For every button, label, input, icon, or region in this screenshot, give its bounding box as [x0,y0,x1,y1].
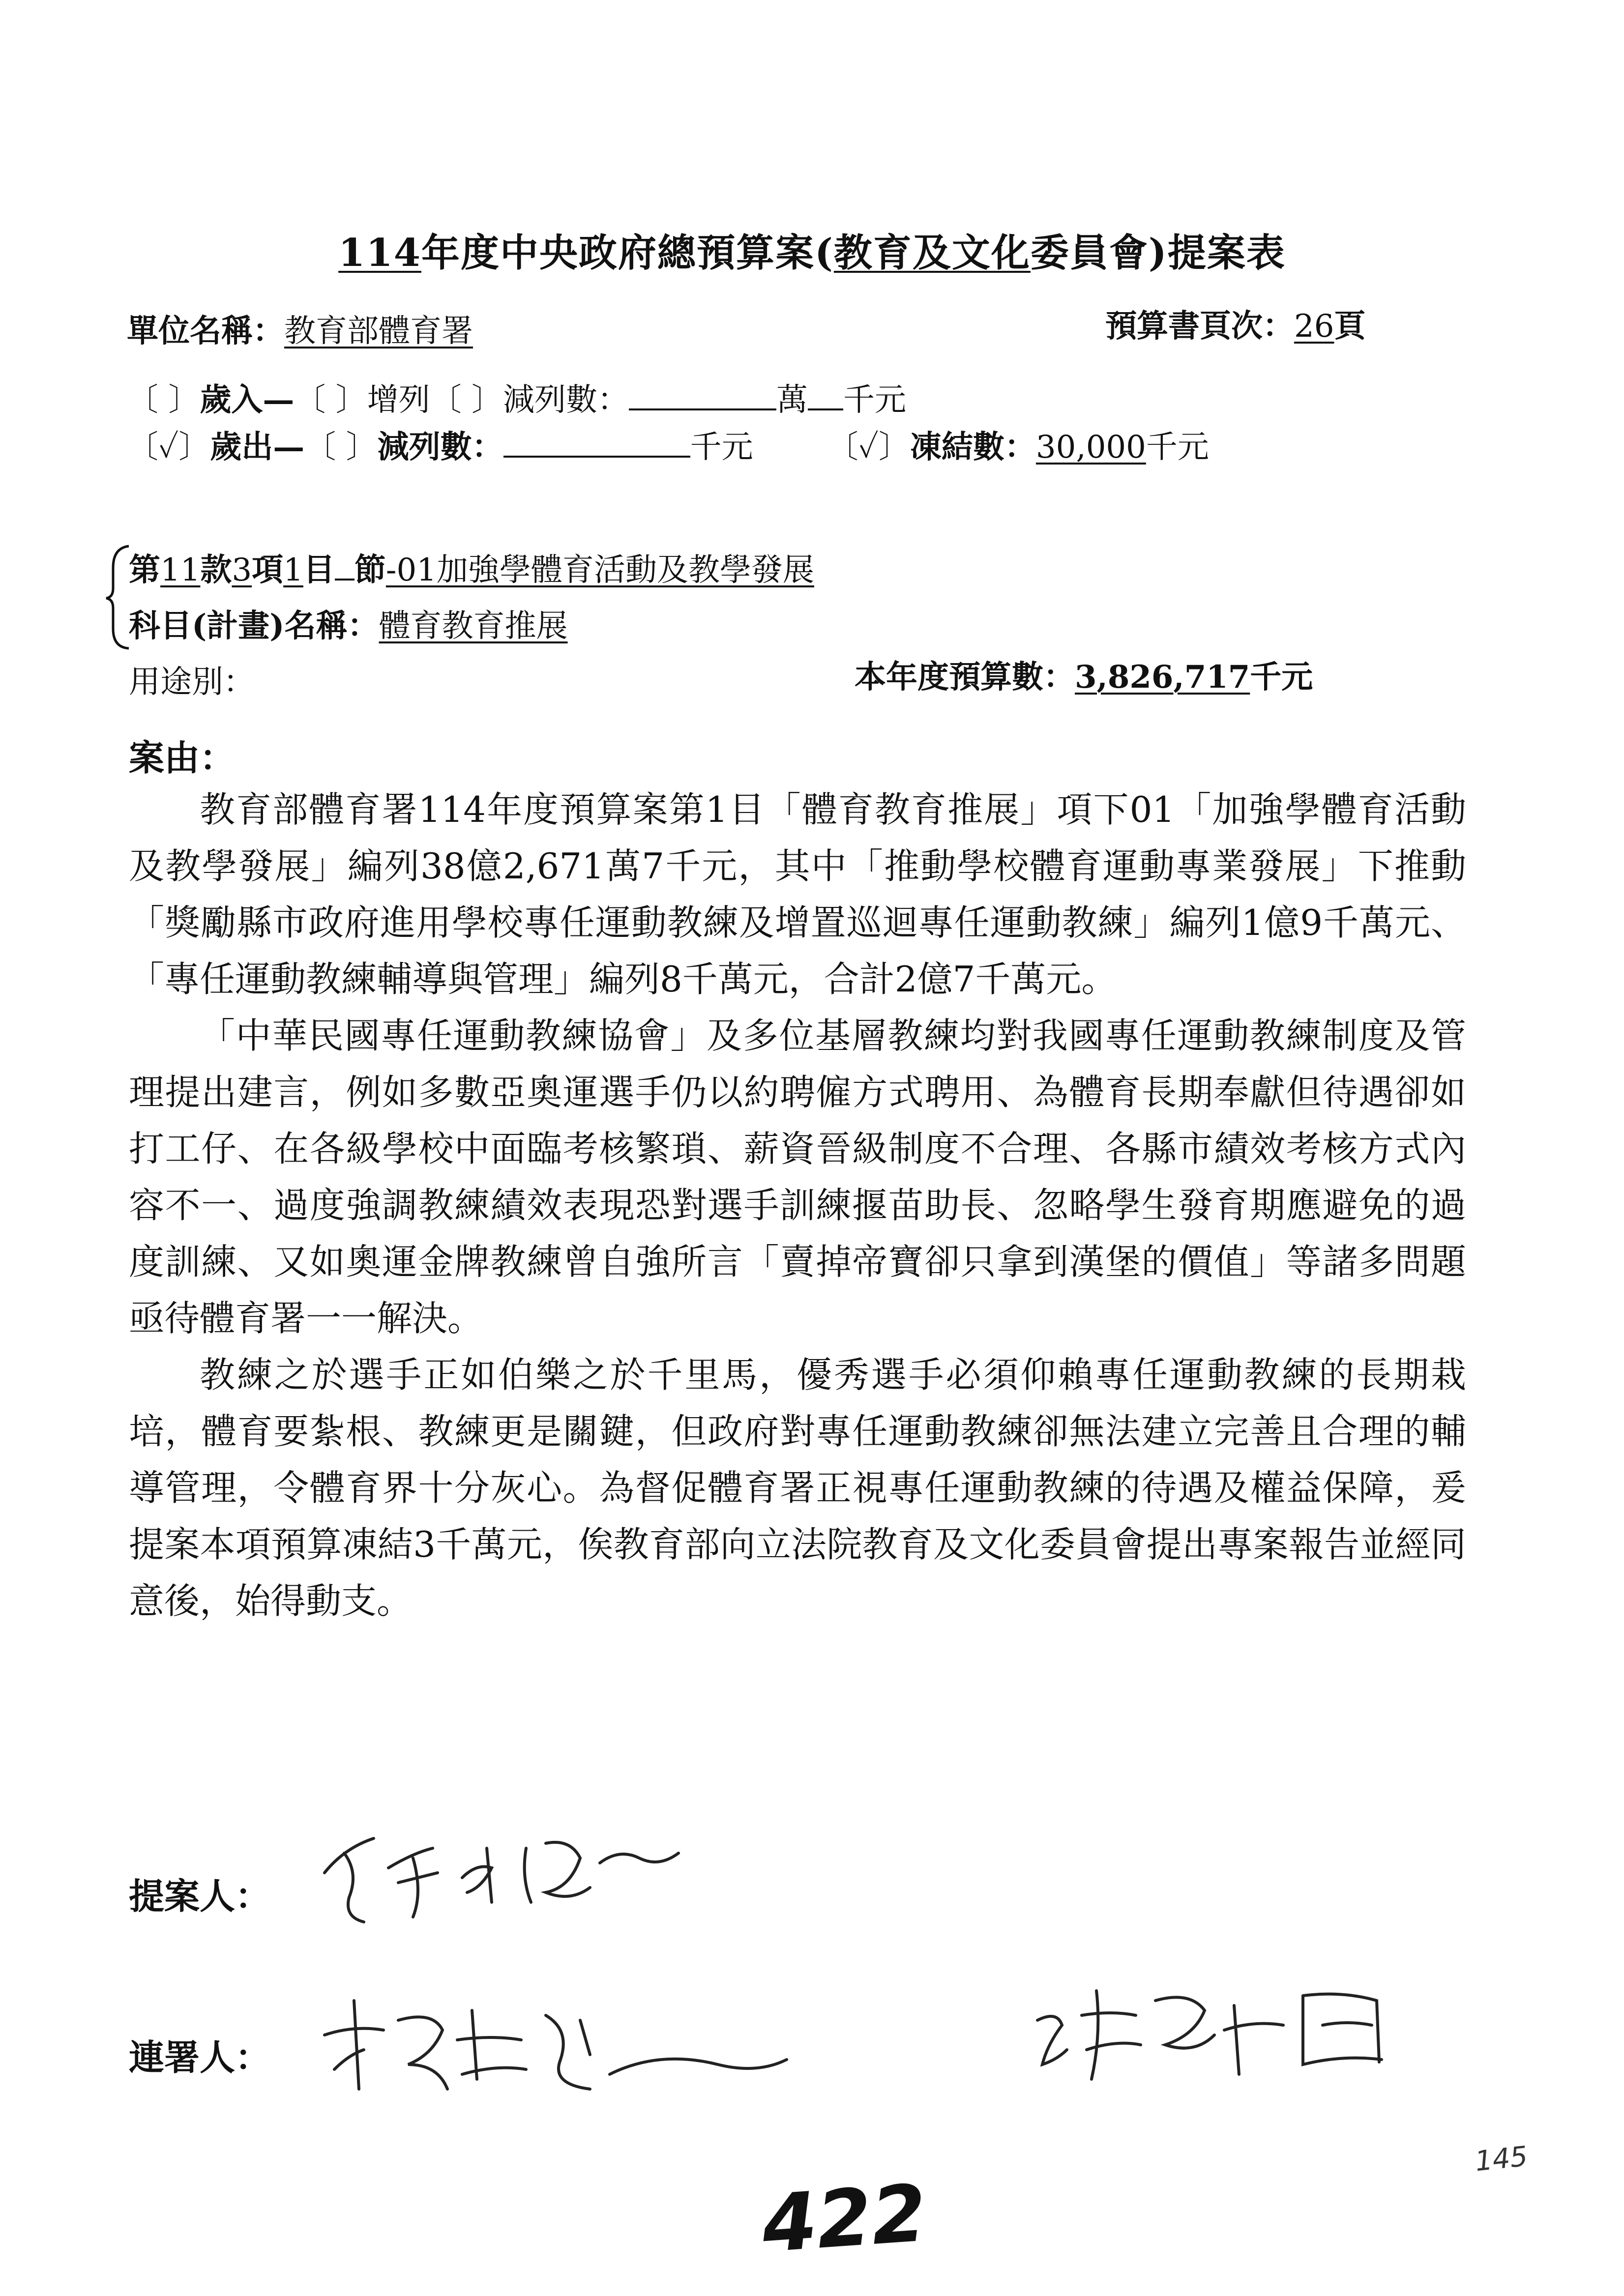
expense-row [127,422,1209,467]
paragraph: 教練之於選手正如伯樂之於千里馬，優秀選手必須仰賴專任運動教練的長期栽培，體育要紮根、教練更是關鍵，但政府對專任運動教練卻無法建立完善且合理的輔導管理，令體育界十分灰心。為督促體育署正視專任運動教練的待遇及權益保障，爰提案本項預算凍結3千萬元，俟教育部向立法院教育及文化委員會提出專案報告並經同意後，始得動支。 [129,1354,1466,1622]
item-prefix: 第 [129,552,160,588]
expense-box: 〔✓〕 [127,429,210,465]
unit-value: 教育部體育署 [284,313,473,349]
revenue-qian-unit: 千元 [843,382,907,418]
revenue-wan-unit: 萬 [776,382,808,418]
reason-body [129,782,1466,1629]
freeze-box: 〔✓〕 [827,429,910,465]
budget-label: 本年度預算數： [855,659,1075,696]
subject-value: 體育教育推展 [379,608,568,644]
budget-unit: 千元 [1250,659,1313,696]
item-jie-blank [335,549,354,581]
expense-decrease-label: 減列數： [377,429,503,465]
page-ref-row [1105,301,1365,346]
item-kuan-label: 款 [200,552,232,588]
proposer-signature [315,1819,688,1932]
title-year: 114 [338,231,421,275]
expense-unit: 千元 [690,429,753,465]
revenue-wan-blank [629,379,776,410]
paragraph: 「中華民國專任運動教練協會」及多位基層教練均對我國專任運動教練制度及管理提出建言，例如多數亞奧運選手仍以約聘僱方式聘用、為體育長期奉獻但待遇卻如打工仔、在各級學校中面臨考核繁瑣、薪資晉級制度不合理、各縣市績效考核方式內容不一、過度強調教練績效表現恐對選手訓練揠苗助長、忽略學生發育期應避免的過度訓練、又如奧運金牌教練曾自強所言「賣掉帝寶卻只拿到漢堡的價值」等諸多問題亟待體育署一一解決。 [129,1015,1466,1339]
item-code: -01 [385,552,437,588]
subject-row [129,601,568,646]
revenue-decrease-label: 減列數： [503,382,629,418]
freeze-value: 30,000 [1035,429,1146,465]
item-jie-label: 節 [354,552,386,588]
revenue-row [127,375,906,420]
increase-label: 增列 [367,382,430,418]
increase-box: 〔 〕 [294,382,367,418]
expense-decrease-box: 〔 〕 [304,429,378,465]
reason-label: 案由： [129,737,236,779]
freeze-label: 凍結數： [910,429,1036,465]
budget-value: 3,826,717 [1075,659,1250,696]
subject-label: 科目(計畫)名稱： [129,608,379,644]
freeze-unit: 千元 [1146,429,1209,465]
unit-label: 單位名稱： [127,313,284,349]
revenue-qian-blank [808,379,843,410]
revenue-box: 〔 〕 [127,382,200,418]
item-kuan: 11 [160,552,201,588]
page-ref-value: 26 [1294,308,1334,345]
title-mid: 年度中央政府總預算案( [421,231,834,275]
title-committee: 教育及文化 [833,231,1031,275]
paragraph: 教育部體育署114年度預算案第1目「體育教育推展」項下01「加強學體育活動及教學發展」編列38億2,671萬7千元，其中「推動學校體育運動專業發展」下推動「獎勵縣市政府進用學校專任運動教練及增置巡迴專任運動教練」編列1億9千萬元、「專任運動教練輔導與管理」編列8千萬元，合計2億7千萬元。 [129,789,1466,1000]
cosigner-signature-1 [315,1991,797,2119]
revenue-label: 歲入— [200,381,295,418]
usage-label: 用途別： [129,664,255,700]
item-name: 加強學體育活動及教學發展 [436,552,814,588]
decrease-box: 〔 〕 [430,382,503,418]
proposer-label: 提案人： [129,1875,271,1917]
cosigner-signature-2 [1028,1961,1411,2104]
expense-label: 歲出— [210,429,305,465]
page-ref-label: 預算書頁次： [1105,308,1294,345]
item-xiang-label: 項 [252,552,284,588]
item-mu-label: 目 [303,552,335,588]
page-number: 145 [1473,2140,1529,2178]
item-xiang: 3 [232,552,252,588]
budget-row [855,652,1313,697]
handwritten-number: 422 [759,2167,930,2270]
item-row [129,545,814,590]
item-mu: 1 [283,552,303,588]
cosigner-label: 連署人： [129,2036,271,2078]
page-title [0,222,1624,277]
unit-row [127,306,473,351]
expense-decrease-blank [503,426,690,458]
page-ref-suffix: 頁 [1334,308,1366,345]
title-end: 委員會)提案表 [1030,231,1286,275]
